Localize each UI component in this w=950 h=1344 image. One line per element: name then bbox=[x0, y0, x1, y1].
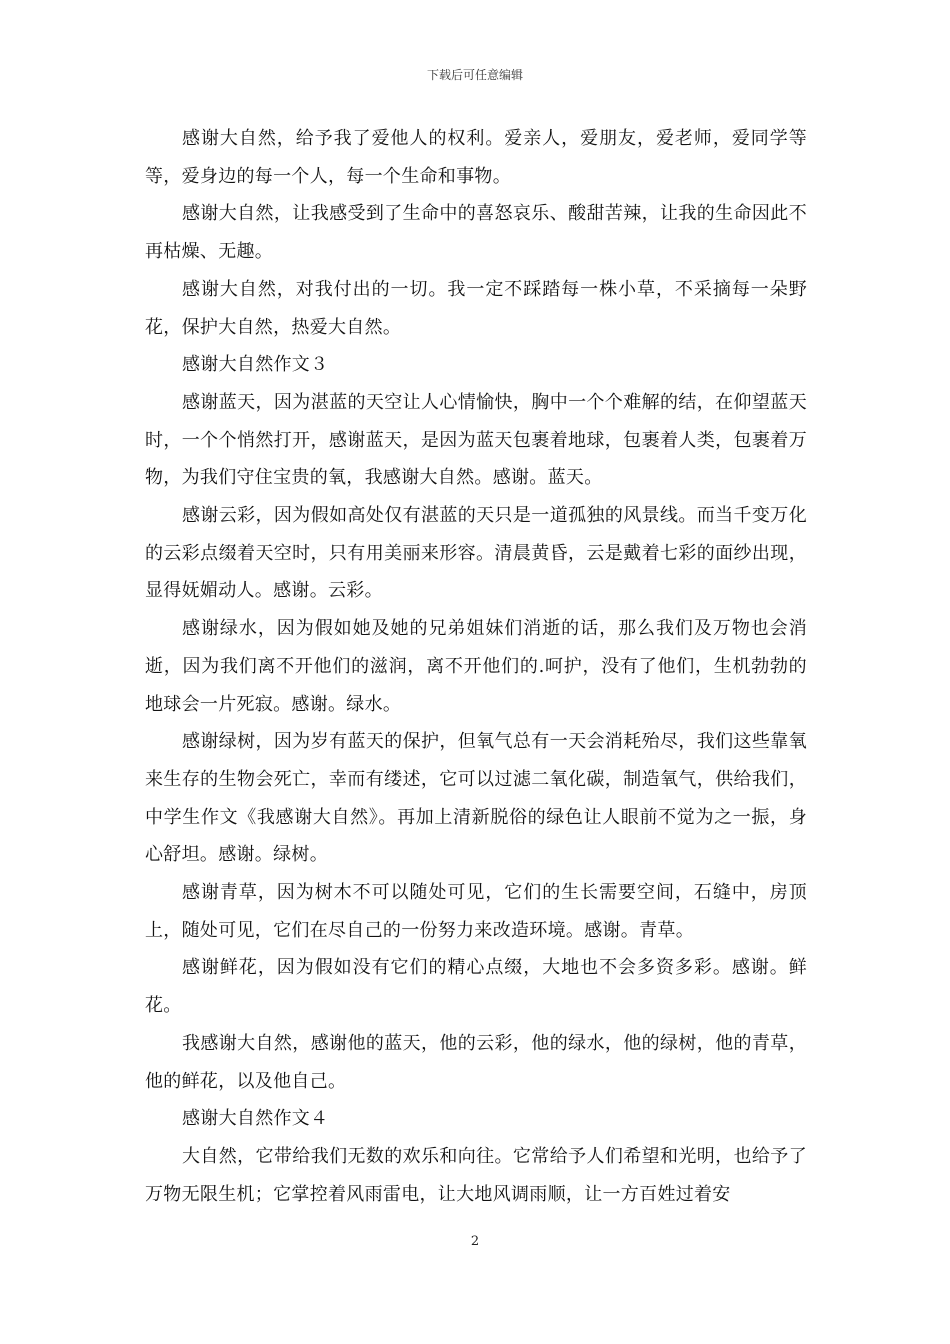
paragraph: 感谢大自然，给予我了爱他人的权利。爱亲人，爱朋友，爱老师，爱同学等等，爱身边的每一个人，每一个生命和事物。 bbox=[145, 128, 807, 187]
paragraph: 感谢大自然，让我感受到了生命中的喜怒哀乐、酸甜苦辣，让我的生命因此不再枯燥、无趣。 bbox=[145, 203, 807, 263]
paragraph: 感谢蓝天，因为湛蓝的天空让人心情愉快，胸中一个个难解的结，在仰望蓝天时，一个个悄然打开，感谢蓝天，是因为蓝天包裹着地球，包裹着人类，包裹着万物，为我们守住宝贵的氧，我感谢大自然。感谢。蓝天。 bbox=[145, 391, 807, 489]
page-header: 下载后可任意编辑 bbox=[426, 68, 523, 82]
section-heading: 感谢大自然作文３ bbox=[182, 354, 329, 376]
document-body bbox=[145, 120, 807, 1213]
page-number: 2 bbox=[470, 1234, 480, 1249]
paragraph: 感谢鲜花，因为假如没有它们的精心点缀，大地也不会多资多彩。感谢。鲜花。 bbox=[145, 957, 807, 1017]
paragraph: 我感谢大自然，感谢他的蓝天，他的云彩，他的绿水，他的绿树，他的青草，他的鲜花，以及他自己。 bbox=[145, 1032, 807, 1092]
paragraph: 大自然，它带给我们无数的欢乐和向往。它常给予人们希望和光明，也给予了万物无限生机；它掌控着风雨雷电，让大地风调雨顺，让一方百姓过着安 bbox=[145, 1145, 807, 1205]
paragraph: 感谢云彩，因为假如高处仅有湛蓝的天只是一道孤独的风景线。而当千变万化的云彩点缀着天空时，只有用美丽来形容。清晨黄昏，云是戴着七彩的面纱出现，显得妩媚动人。感谢。云彩。 bbox=[145, 505, 807, 602]
paragraph: 感谢绿树，因为岁有蓝天的保护，但氧气总有一天会消耗殆尽，我们这些靠氧来生存的生物会死亡，幸而有缕述，它可以过滤二氧化碳，制造氧气，供给我们，中学生作文《我感谢大自然》。再加上清新脱俗的绿色让人眼前不觉为之一振，身心舒坦。感谢。绿树。 bbox=[145, 731, 807, 866]
section-heading: 感谢大自然作文４ bbox=[182, 1108, 329, 1130]
paragraph: 感谢绿水，因为假如她及她的兄弟姐妹们消逝的话，那么我们及万物也会消逝，因为我们离不开他们的滋润，离不开他们的.呵护，没有了他们，生机勃勃的地球会一片死寂。感谢。绿水。 bbox=[145, 618, 807, 715]
paragraph: 感谢大自然，对我付出的一切。我一定不踩踏每一株小草，不采摘每一朵野花，保护大自然，热爱大自然。 bbox=[145, 278, 807, 338]
paragraph: 感谢青草，因为树木不可以随处可见，它们的生长需要空间，石缝中，房顶上，随处可见，它们在尽自己的一份努力来改造环境。感谢。青草。 bbox=[145, 882, 807, 941]
